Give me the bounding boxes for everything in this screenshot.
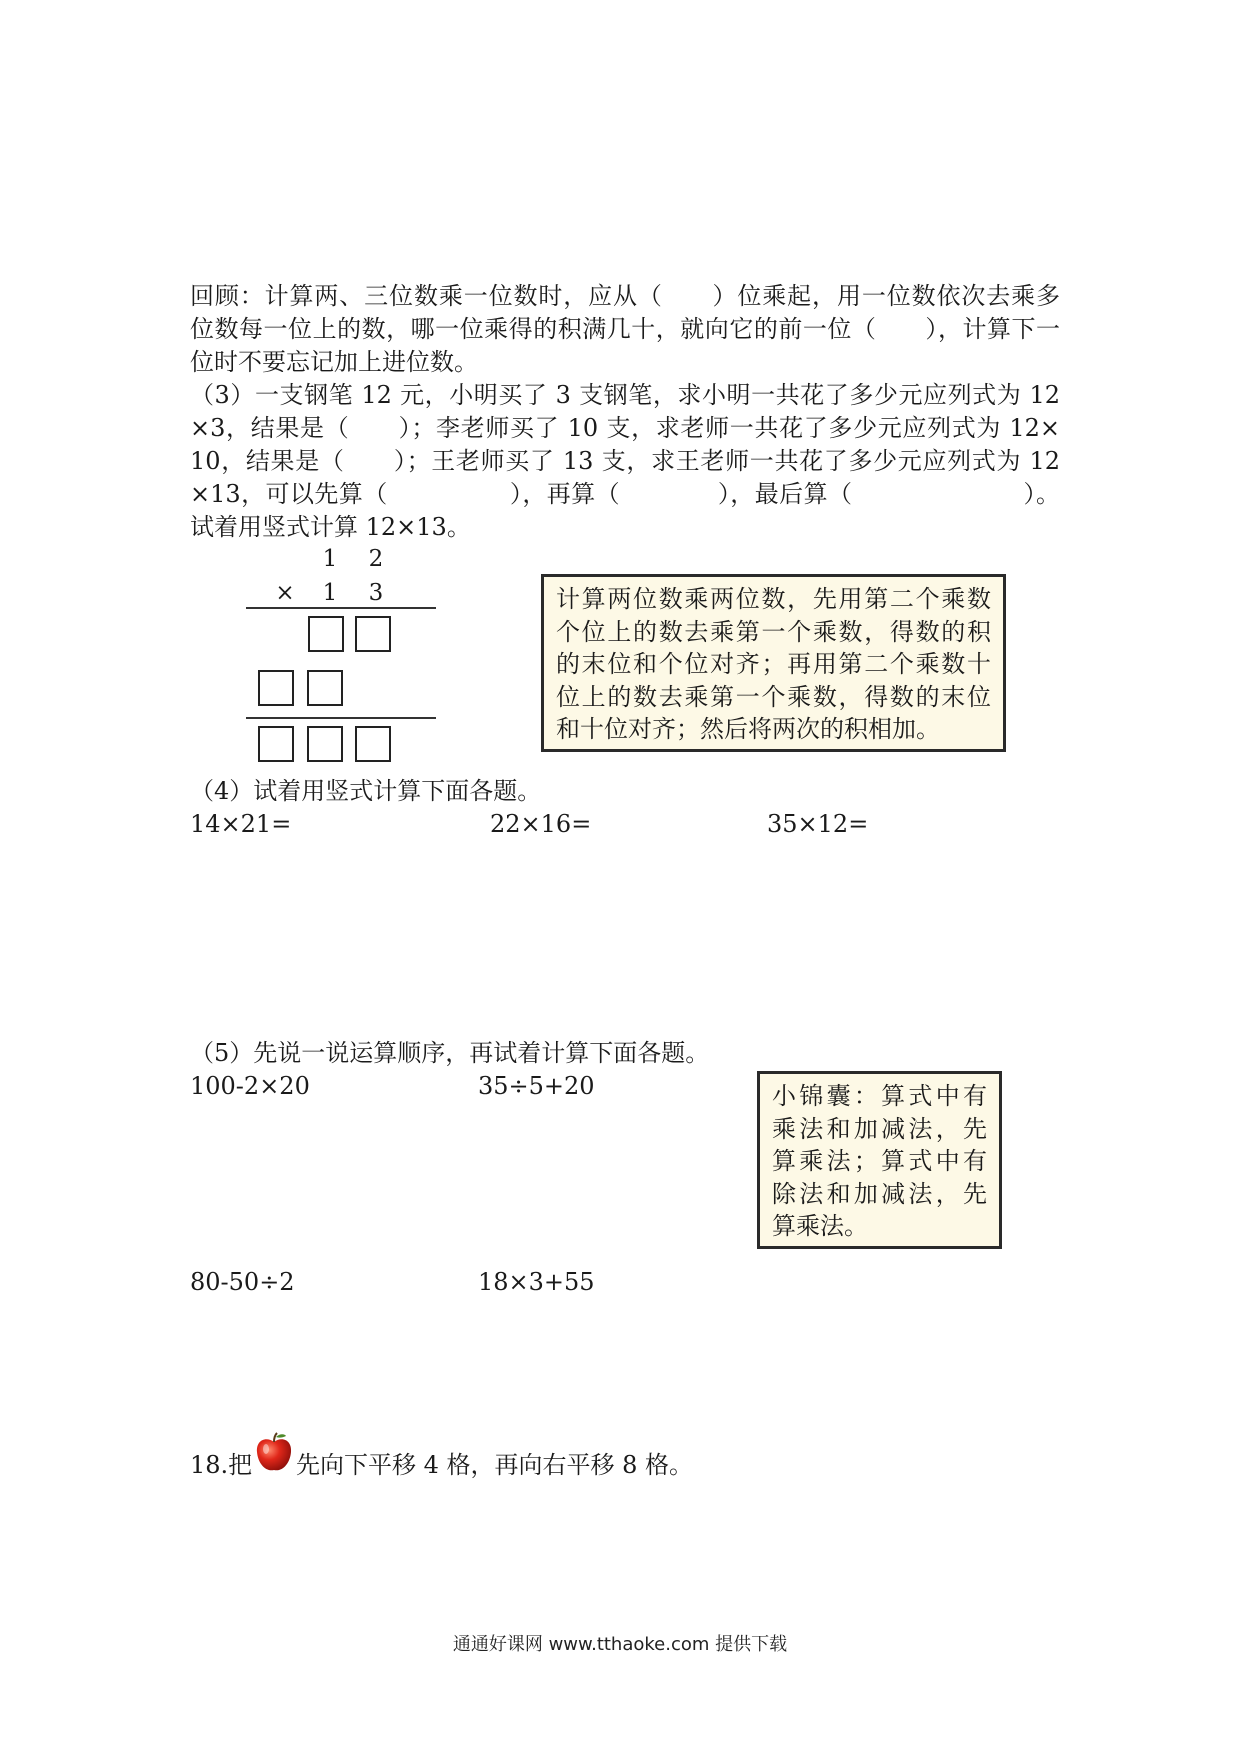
q3-line-5: 试着用竖式计算 12×13。 xyxy=(190,513,471,541)
tip1-line-1: 计算两位数乘两位数，先用第二个乘数 xyxy=(556,585,991,613)
answer-box-row1-1[interactable] xyxy=(308,616,344,652)
multiplier-ones: 3 xyxy=(368,580,384,606)
q18-suffix: 先向下平移 4 格，再向右平移 8 格。 xyxy=(296,1451,694,1479)
answer-box-row3-2[interactable] xyxy=(307,726,343,762)
q5-item-4: 18×3+55 xyxy=(478,1268,595,1296)
product-line-1 xyxy=(246,607,436,609)
tip1-line-5: 和十位对齐；然后将两次的积相加。 xyxy=(556,715,940,743)
review-line-2: 位数每一位上的数，哪一位乘得的积满几十，就向它的前一位（ ），计算下一 xyxy=(190,315,1060,343)
q3-line-2: ×3，结果是（ ）；李老师买了 10 支，求老师一共花了多少元应列式为 12× xyxy=(190,414,1060,442)
apple-icon xyxy=(254,1432,294,1474)
tip2-line-5: 算乘法。 xyxy=(772,1212,868,1240)
tip-box-order-of-operations xyxy=(757,1071,1002,1249)
tip2-line-1: 小锦囊：算式中有 xyxy=(772,1082,987,1110)
q4-item-1: 14×21= xyxy=(190,810,292,838)
q3-line-1: （3）一支钢笔 12 元，小明买了 3 支钢笔，求小明一共花了多少元应列式为 12 xyxy=(190,381,1060,409)
tip1-line-2: 个位上的数去乘第一个乘数，得数的积 xyxy=(556,617,991,646)
tip-box-multiplication xyxy=(541,574,1006,752)
multiply-operator: × xyxy=(275,580,295,606)
footer-credit: 通通好课网 www.tthaoke.com 提供下载 xyxy=(452,1634,788,1655)
answer-box-row1-2[interactable] xyxy=(355,616,391,652)
q4-title: （4）试着用竖式计算下面各题。 xyxy=(190,777,542,805)
q4-item-2: 22×16= xyxy=(490,810,592,838)
product-line-2 xyxy=(246,717,436,719)
q5-item-1: 100-2×20 xyxy=(190,1072,310,1100)
tip2-line-2: 乘法和加减法，先 xyxy=(772,1114,987,1143)
q18-prefix: 18.把 xyxy=(190,1451,253,1479)
multiplier-tens: 1 xyxy=(322,580,338,606)
tip1-line-4: 位上的数去乘第一个乘数，得数的末位 xyxy=(556,682,991,711)
answer-box-row3-3[interactable] xyxy=(355,726,391,762)
review-line-1: 回顾：计算两、三位数乘一位数时，应从（ ）位乘起，用一位数依次去乘多 xyxy=(190,282,1060,310)
tip2-line-3: 算乘法；算式中有 xyxy=(772,1147,987,1175)
multiplicand-tens: 1 xyxy=(322,546,338,572)
q4-item-3: 35×12= xyxy=(767,810,869,838)
q5-title: （5）先说一说运算顺序，再试着计算下面各题。 xyxy=(190,1039,710,1067)
q5-item-2: 35÷5+20 xyxy=(478,1072,595,1100)
answer-box-row2-2[interactable] xyxy=(307,670,343,706)
answer-box-row3-1[interactable] xyxy=(258,726,294,762)
multiplicand-ones: 2 xyxy=(368,546,384,572)
q3-line-3: 10，结果是（ ）；王老师买了 13 支，求王老师一共花了多少元应列式为 12 xyxy=(190,447,1060,475)
q5-item-3: 80-50÷2 xyxy=(190,1268,295,1296)
tip2-line-4: 除法和加减法，先 xyxy=(772,1179,987,1208)
answer-box-row2-1[interactable] xyxy=(258,670,294,706)
tip1-line-3: 的末位和个位对齐；再用第二个乘数十 xyxy=(556,650,991,678)
review-line-3: 位时不要忘记加上进位数。 xyxy=(190,348,478,376)
q3-line-4: ×13，可以先算（ ），再算（ ），最后算（ ）。 xyxy=(190,480,1060,508)
